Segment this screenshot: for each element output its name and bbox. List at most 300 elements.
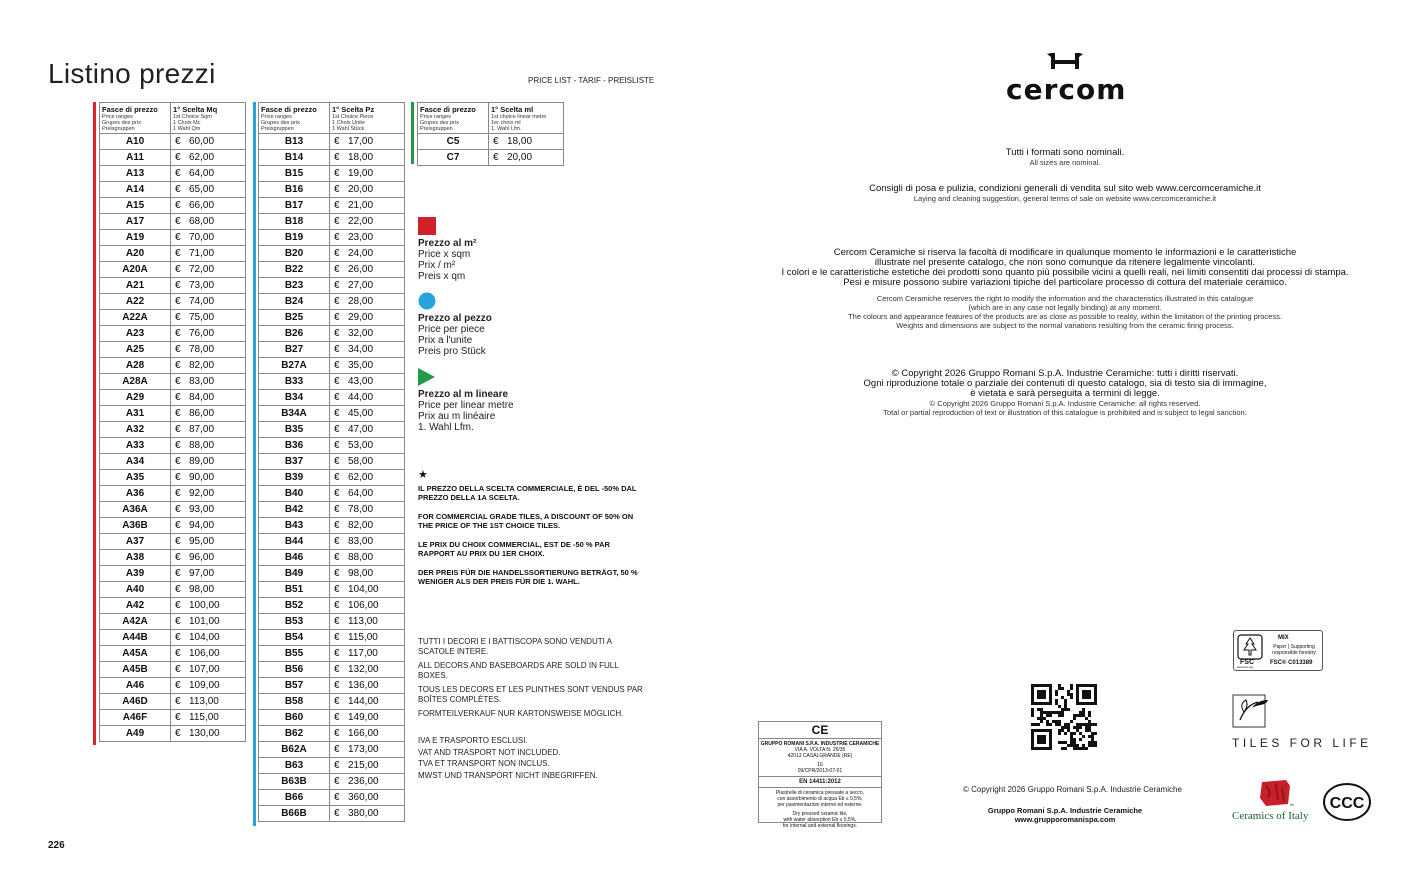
table-row [259,342,405,358]
choice-header-sub: 1 Wahl Qm [173,126,201,132]
choice-header-sub: 1st choice linear metre [491,114,547,120]
fsc-line: Paper | Supporting [1273,644,1315,650]
price-cell [171,630,246,646]
table-row [100,454,246,470]
currency-symbol: € [175,408,181,419]
table-row [100,646,246,662]
price-cell [330,150,405,166]
price-range-code: B56 [259,662,330,678]
ce-mark: CE [759,722,881,739]
price-cell [330,790,405,806]
choice-header [489,103,564,134]
currency-symbol: € [334,808,340,819]
currency-symbol: € [334,200,340,211]
price-cell [330,806,405,822]
price-value: 104,00 [189,632,220,643]
currency-symbol: € [334,392,340,403]
price-cell [330,182,405,198]
table-row [259,310,405,326]
table-row [100,614,246,630]
table-row [259,646,405,662]
table-header-row [259,103,405,134]
price-range-code: B18 [259,214,330,230]
currency-symbol: € [334,456,340,467]
price-value: 144,00 [348,696,379,707]
fsc-line: responsible forestry [1272,650,1316,656]
table-row [259,774,405,790]
formats-en: All sizes are nominal. [1029,158,1101,167]
currency-symbol: € [334,424,340,435]
currency-symbol: € [334,680,340,691]
currency-symbol: € [334,488,340,499]
price-cell [330,406,405,422]
rights-it-line: illustrate nel presente catalogo, che non sono comunque da ritenere legalmente vincolanti. [874,257,1256,268]
table-row [259,582,405,598]
currency-symbol: € [334,472,340,483]
ceramics-of-italy-icon [1256,778,1296,808]
currency-symbol: € [175,696,181,707]
price-cell [330,262,405,278]
table-row [259,454,405,470]
price-value: 53,00 [348,440,374,451]
price-cell [330,566,405,582]
ce-code: 09/CPR/2013-07-01 [797,768,843,774]
note-line: TVA ET TRANSPORT NON INCLUS. [418,759,550,768]
price-value: 88,00 [348,552,374,563]
price-cell [330,470,405,486]
table-row [418,150,564,166]
table-row [259,550,405,566]
table-row [259,518,405,534]
table-row [100,278,246,294]
price-range-code: B42 [259,502,330,518]
table-row [259,422,405,438]
currency-symbol: € [334,408,340,419]
price-range-code: C5 [418,134,489,150]
price-value: 360,00 [348,792,379,803]
table-row [259,630,405,646]
table-row [100,310,246,326]
choice-header [330,103,405,134]
currency-symbol: € [334,344,340,355]
currency-symbol: € [334,520,340,531]
table-row [100,630,246,646]
currency-symbol: € [334,440,340,451]
currency-symbol: € [334,536,340,547]
currency-symbol: € [175,472,181,483]
currency-symbol: € [175,168,181,179]
table-row [259,182,405,198]
currency-symbol: € [334,792,340,803]
price-value: 35,00 [348,360,374,371]
price-value: 92,00 [189,488,215,499]
price-value: 117,00 [348,648,378,659]
price-range-code: A22 [100,294,171,310]
price-cell [330,454,405,470]
decor-notes [418,637,648,724]
price-cell [171,134,246,150]
price-range-code: A46D [100,694,171,710]
price-cell [171,182,246,198]
ce-company: GRUPPO ROMANI S.P.A. INDUSTRIE CERAMICHE [760,741,880,747]
price-range-code: A22A [100,310,171,326]
price-range-code: A28A [100,374,171,390]
price-range-code: A46F [100,710,171,726]
price-cell [171,518,246,534]
price-range-code: C7 [418,150,489,166]
table-row [259,742,405,758]
price-cell [330,598,405,614]
table-row [100,198,246,214]
table-row [100,518,246,534]
table-row [100,598,246,614]
table-row [100,502,246,518]
table-row [100,486,246,502]
price-value: 236,00 [348,776,379,787]
price-value: 32,00 [348,328,374,339]
currency-symbol: € [334,616,340,627]
copyright-note [760,369,1370,417]
price-value: 93,00 [189,504,215,515]
currency-symbol: € [334,600,340,611]
price-cell [489,134,564,150]
currency-symbol: € [175,680,181,691]
price-cell [171,502,246,518]
price-cell [171,534,246,550]
price-value: 18,00 [507,136,533,147]
currency-symbol: € [175,184,181,195]
range-header-sub: Price ranges [102,114,133,120]
price-cell [330,582,405,598]
range-header-sub: Grupes des prix [420,120,459,126]
price-cell [171,678,246,694]
currency-symbol: € [175,728,181,739]
ce-desc-line: with water absorption Eb ≤ 0,5%, [783,817,857,823]
price-range-code: B16 [259,182,330,198]
currency-symbol: € [175,456,181,467]
table-row [100,438,246,454]
table-row [259,470,405,486]
ce-standard: EN 14411:2012 [759,777,881,788]
price-value: 97,00 [189,568,215,579]
ce-desc-line: for internal and external floorings. [782,823,858,829]
ce-address-line: VIA A. VOLTA N. 25/35 [794,747,846,753]
currency-symbol: € [175,280,181,291]
currency-symbol: € [334,632,340,643]
legend-line: Price x sqm [418,249,471,260]
price-cell [330,294,405,310]
table-row [259,198,405,214]
price-value: 113,00 [348,616,378,627]
price-value: 83,00 [348,536,374,547]
choice-header-label: 1° Scelta Pz [332,105,375,114]
price-cell [330,630,405,646]
currency-symbol: € [334,168,340,179]
page-subtitle: PRICE LIST - TARIF - PREISLISTE [528,76,655,85]
legend-line: Price per linear metre [418,400,514,411]
price-value: 23,00 [348,232,374,243]
copyright-en-line: Total or partial reproduction of text or illustration of this catalogue is prohibited and is subject to legal sanction. [883,408,1247,417]
currency-symbol: € [334,264,340,275]
currency-symbol: € [175,632,181,643]
currency-symbol: € [334,744,340,755]
price-cell [171,390,246,406]
price-cell [330,502,405,518]
currency-symbol: € [334,216,340,227]
price-value: 115,00 [189,712,219,723]
price-cell [330,726,405,742]
table-row [259,406,405,422]
table-row [418,134,564,150]
table-b-color-bar [253,102,256,826]
price-cell [330,678,405,694]
currency-symbol: € [334,376,340,387]
price-range-code: A31 [100,406,171,422]
price-cell [330,374,405,390]
currency-symbol: € [334,280,340,291]
table-row [100,246,246,262]
range-header-label: Fasce di prezzo [420,105,476,114]
price-range-code: B60 [259,710,330,726]
currency-symbol: € [175,664,181,675]
table-row [259,694,405,710]
price-cell [330,710,405,726]
currency-symbol: € [175,712,181,723]
table-row [100,150,246,166]
legend-title: Prezzo al m lineare [418,389,509,400]
table-row [259,150,405,166]
price-cell [330,438,405,454]
price-value: 106,00 [348,600,379,611]
currency-symbol: € [175,152,181,163]
currency-symbol: € [175,360,181,371]
currency-symbol: € [334,552,340,563]
note-paragraph: FORMTEILVERKAUF NUR KARTONSWEISE MÖGLICH. [418,709,624,718]
table-row [100,406,246,422]
note-paragraph: TUTTI I DECORI E I BATTISCOPA SONO VENDUTI A SCATOLE INTERE. [418,637,612,656]
price-range-code: A11 [100,150,171,166]
formats-note [760,148,1370,167]
note-paragraph: LE PRIX DU CHOIX COMMERCIAL, EST DE -50 % PAR RAPPORT AU PRIX DU 1ER CHOIX. [418,540,610,558]
table-row [100,182,246,198]
table-row [100,374,246,390]
price-value: 45,00 [348,408,374,419]
price-range-code: A37 [100,534,171,550]
price-value: 109,00 [189,680,220,691]
tiles-for-life-text: TILES FOR LIFE [1232,736,1372,750]
fsc-brand: FSC [1240,659,1254,666]
price-value: 18,00 [348,152,374,163]
table-row [100,470,246,486]
price-cell [171,278,246,294]
currency-symbol: € [175,328,181,339]
price-range-code: A20 [100,246,171,262]
table-row [259,134,405,150]
price-value: 60,00 [189,136,215,147]
price-cell [171,582,246,598]
price-value: 21,00 [348,200,374,211]
copyright-it-line: © Copyright 2026 Gruppo Romani S.p.A. Industrie Ceramiche: tutti i diritti riservati. [891,368,1239,379]
price-range-code: B40 [259,486,330,502]
logo-text: cercom [1006,73,1127,106]
table-row [259,678,405,694]
price-cell [171,694,246,710]
note-line: IVA E TRASPORTO ESCLUSI. [418,736,528,745]
price-range-code: A38 [100,550,171,566]
currency-symbol: € [175,440,181,451]
price-table-c [417,102,564,166]
price-value: 76,00 [189,328,215,339]
price-value: 106,00 [189,648,220,659]
copyright-it-line: Ogni riproduzione totale o parziale dei contenuti di questo catalogo, sia di testo sia di immagine, [863,378,1267,389]
table-row [259,614,405,630]
price-range-code: B62 [259,726,330,742]
price-cell [330,774,405,790]
price-cell [171,294,246,310]
posa-note [760,184,1370,203]
price-range-code: A40 [100,582,171,598]
price-cell [330,198,405,214]
price-range-code: A35 [100,470,171,486]
table-row [100,262,246,278]
range-header-sub: Preisgruppen [420,126,453,132]
price-value: 130,00 [189,728,220,739]
price-cell [171,598,246,614]
rights-it-line: Cercom Ceramiche si riserva la facoltà di modificare in qualunque momento le informazioni e le caratteristiche [833,247,1297,258]
rights-en-line: (which are in any case not legally binding) at any moment. [968,303,1162,312]
currency-symbol: € [175,344,181,355]
cercom-h-icon [1045,52,1085,70]
price-value: 115,00 [348,632,378,643]
price-cell [171,214,246,230]
blue-circle-icon [418,292,436,310]
currency-symbol: € [334,696,340,707]
price-value: 47,00 [348,424,374,435]
currency-symbol: € [175,136,181,147]
price-cell [330,358,405,374]
currency-symbol: € [334,152,340,163]
ce-company-section [759,739,881,777]
table-row [100,710,246,726]
price-range-code: B57 [259,678,330,694]
table-row [100,550,246,566]
price-range-code: A14 [100,182,171,198]
currency-symbol: € [334,728,340,739]
price-value: 166,00 [348,728,379,739]
legend-square [418,217,476,282]
note-line: MWST UND TRANSPORT NICHT INBEGRIFFEN. [418,770,598,780]
price-range-code: A20A [100,262,171,278]
choice-header-label: 1° Scelta ml [491,105,534,114]
price-range-code: B15 [259,166,330,182]
star-icon: ★ [418,469,428,481]
price-value: 22,00 [348,216,374,227]
price-range-code: B17 [259,198,330,214]
currency-symbol: € [334,184,340,195]
ceramics-of-italy-text: Ceramics of Italy [1232,810,1309,822]
price-cell [330,134,405,150]
price-range-code: B34A [259,406,330,422]
price-cell [330,614,405,630]
price-cell [330,534,405,550]
currency-symbol: € [334,584,340,595]
range-header-sub: Preisgruppen [261,126,294,132]
legend-line: Prix au m linéaire [418,411,496,422]
currency-symbol: € [334,568,340,579]
rights-en-line: Cercom Ceramiche reserves the right to modify the information and the characteristics illustrated in this catalogue [876,294,1254,303]
rights-en-line: The colours and appearance features of the products are as close as possible to reality, within the limitation of the printing process. [848,312,1282,321]
price-cell [330,742,405,758]
table-row [259,758,405,774]
copyright-en-line: © Copyright 2026 Gruppo Romani S.p.A. Industrie Ceramiche: all rights reserved. [929,399,1201,408]
table-row [100,358,246,374]
price-range-code: B44 [259,534,330,550]
price-range-code: B36 [259,438,330,454]
price-value: 88,00 [189,440,215,451]
price-cell [330,662,405,678]
price-cell [171,438,246,454]
price-cell [489,150,564,166]
price-value: 64,00 [348,488,374,499]
price-range-code: B55 [259,646,330,662]
choice-header-label: 1° Scelta Mq [173,105,218,114]
table-row [259,230,405,246]
price-value: 96,00 [189,552,215,563]
price-value: 72,00 [189,264,215,275]
price-value: 29,00 [348,312,374,323]
price-value: 68,00 [189,216,215,227]
currency-symbol: € [175,536,181,547]
price-range-code: B54 [259,630,330,646]
currency-symbol: € [175,552,181,563]
choice-header-sub: 1er choix ml [491,120,521,126]
price-range-code: A17 [100,214,171,230]
choice-header-sub: 1st Choice Sqm [173,114,212,120]
price-cell [330,518,405,534]
table-row [259,358,405,374]
price-value: 113,00 [189,696,219,707]
price-range-code: B24 [259,294,330,310]
price-value: 24,00 [348,248,374,259]
price-value: 101,00 [189,616,220,627]
range-header-sub: Grupes des prix [261,120,300,126]
price-cell [330,646,405,662]
price-range-code: B23 [259,278,330,294]
rights-en-line: Weights and dimensions are subject to the normal variations resulting from the ceramic firing process. [896,321,1234,330]
price-range-code: A45A [100,646,171,662]
red-square-icon [418,217,436,235]
price-table-a [99,102,246,742]
price-cell [330,550,405,566]
price-table-b [258,102,405,822]
price-range-code: B25 [259,310,330,326]
price-cell [171,326,246,342]
table-row [259,710,405,726]
price-range-code: B20 [259,246,330,262]
range-header-sub: Preisgruppen [102,126,135,132]
currency-symbol: € [334,360,340,371]
svg-text:,,: ,, [1290,798,1294,807]
table-row [100,214,246,230]
price-range-code: B19 [259,230,330,246]
price-value: 90,00 [189,472,215,483]
table-row [100,422,246,438]
legend-line: 1. Wahl Lfm. [418,422,474,433]
price-value: 44,00 [348,392,374,403]
table-row [259,166,405,182]
currency-symbol: € [334,648,340,659]
currency-symbol: € [175,648,181,659]
